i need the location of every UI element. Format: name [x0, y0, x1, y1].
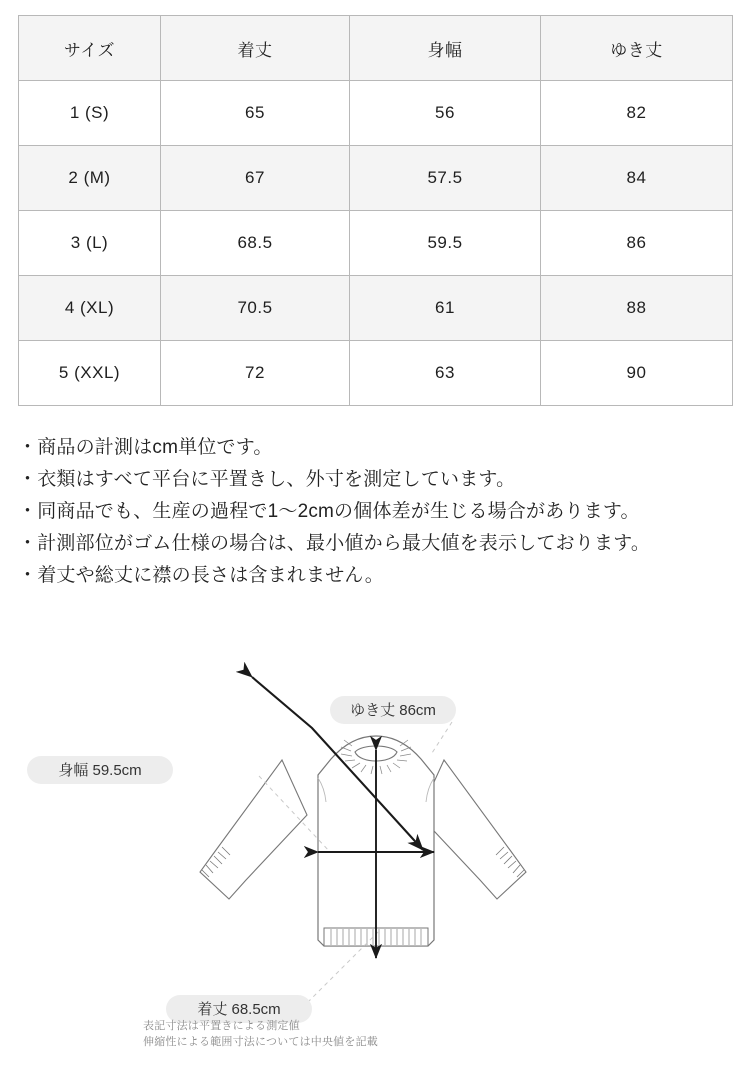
table-row: [19, 81, 733, 146]
note-line: ・同商品でも、生産の過程で1〜2cmの個体差が生じる場合があります。: [18, 501, 640, 522]
fineprint-line: 伸縮性による範囲寸法については中央値を記載: [143, 1036, 378, 1048]
cell-width: 56: [350, 81, 541, 146]
cell-width: 57.5: [350, 146, 541, 211]
cell-width: 59.5: [350, 211, 541, 276]
left-sleeve: [200, 760, 307, 899]
size-table: [18, 15, 733, 406]
garment-measurement-diagram: [0, 660, 752, 1080]
cell-length: 72: [161, 341, 350, 406]
size-table-body: [19, 81, 733, 406]
column-header-length: 着丈: [161, 16, 350, 81]
fineprint-line: 表記寸法は平置きによる測定値: [143, 1020, 300, 1032]
cell-sleeve: 88: [541, 276, 733, 341]
label-body-width-text: 身幅 59.5cm: [58, 762, 142, 779]
cell-length: 65: [161, 81, 350, 146]
size-table-head: [19, 16, 733, 81]
cell-length: 68.5: [161, 211, 350, 276]
cell-length: 70.5: [161, 276, 350, 341]
column-header-width: 身幅: [350, 16, 541, 81]
cell-width: 63: [350, 341, 541, 406]
table-row: [19, 341, 733, 406]
sweater-illustration: [200, 736, 526, 946]
note-line: ・商品の計測はcm単位です。: [18, 437, 273, 458]
size-table-container: [18, 15, 732, 406]
cell-sleeve: 90: [541, 341, 733, 406]
cell-length: 67: [161, 146, 350, 211]
note-line: ・衣類はすべて平台に平置きし、外寸を測定しています。: [18, 469, 516, 490]
table-header-row: [19, 16, 733, 81]
table-row: [19, 211, 733, 276]
column-header-size: サイズ: [19, 16, 161, 81]
right-sleeve: [419, 760, 526, 899]
leader-sleeve-length: [432, 722, 452, 753]
cell-size: 2 (M): [19, 146, 161, 211]
table-row: [19, 146, 733, 211]
diagram-fineprint: [143, 1018, 523, 1050]
measurement-notes: [18, 432, 734, 592]
note-line: ・着丈や総丈に襟の長さは含まれません。: [18, 565, 384, 586]
label-sleeve-length: [330, 696, 456, 724]
column-header-sleeve: ゆき丈: [541, 16, 733, 81]
note-line: ・計測部位がゴム仕様の場合は、最小値から最大値を表示しております。: [18, 533, 651, 554]
cell-size: 1 (S): [19, 81, 161, 146]
cell-size: 4 (XL): [19, 276, 161, 341]
label-body-width: [27, 756, 173, 784]
label-body-length-text: 着丈 68.5cm: [197, 1001, 281, 1018]
cell-sleeve: 86: [541, 211, 733, 276]
table-row: [19, 276, 733, 341]
cell-sleeve: 84: [541, 146, 733, 211]
cell-sleeve: 82: [541, 81, 733, 146]
cell-width: 61: [350, 276, 541, 341]
cell-size: 5 (XXL): [19, 341, 161, 406]
label-sleeve-length-text: ゆき丈 86cm: [350, 702, 436, 719]
cell-size: 3 (L): [19, 211, 161, 276]
